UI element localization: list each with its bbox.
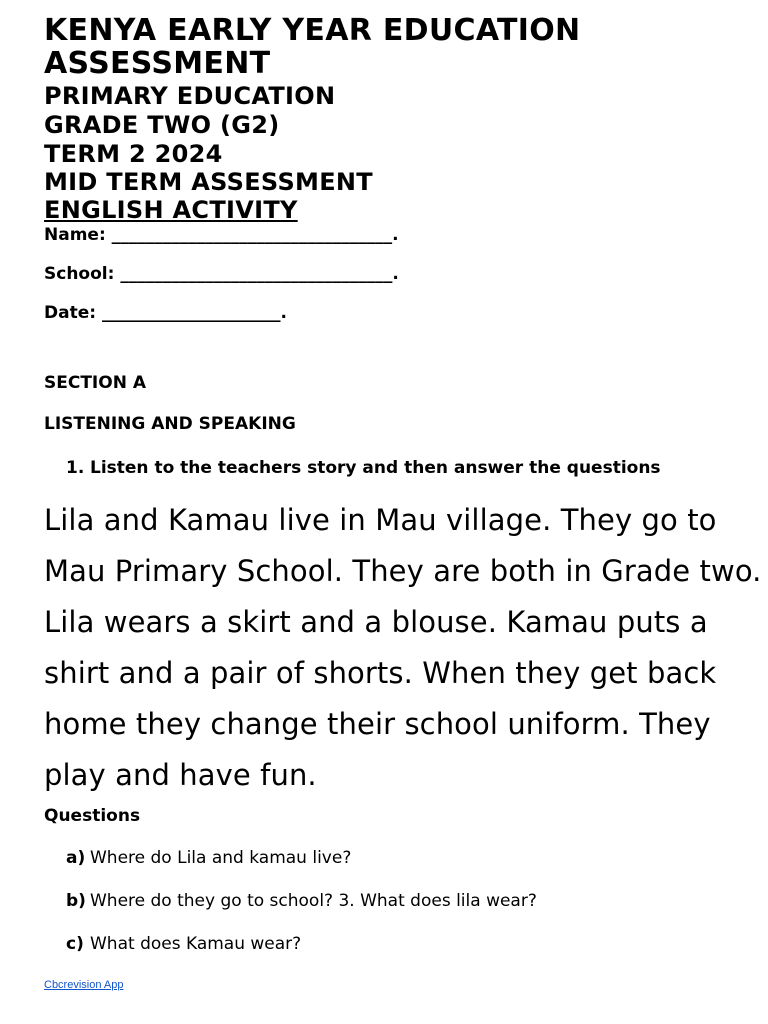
question-item [66, 890, 537, 912]
education-level: PRIMARY EDUCATION [44, 82, 336, 110]
question-text: Where do they go to school? 3. What does lila wear? [90, 891, 537, 911]
question-label: b) [66, 891, 86, 911]
date-field[interactable]: Date: _____________________. [44, 303, 287, 323]
grade-heading: GRADE TWO (G2) [44, 111, 280, 139]
assessment-heading: MID TERM ASSESSMENT [44, 168, 373, 196]
question-item [66, 847, 351, 869]
document-title: KENYA EARLY YEAR EDUCATION ASSESSMENT [44, 13, 581, 81]
question-item [66, 933, 301, 955]
name-field[interactable]: Name: _________________________________. [44, 225, 399, 245]
instruction-number: 1. [66, 458, 85, 478]
question-label: a) [66, 848, 86, 868]
term-heading: TERM 2 2024 [44, 140, 223, 168]
section-subtitle: LISTENING AND SPEAKING [44, 414, 296, 434]
instruction-text: Listen to the teachers story and then answer the questions [90, 458, 661, 478]
school-field[interactable]: School: ________________________________. [44, 264, 399, 284]
subject-heading: ENGLISH ACTIVITY [44, 196, 298, 224]
instruction [66, 457, 661, 479]
section-title: SECTION A [44, 373, 147, 393]
question-label: c) [66, 934, 84, 954]
question-text: What does Kamau wear? [90, 934, 302, 954]
story-passage: Lila and Kamau live in Mau village. They go to Mau Primary School. They are both in Grade two. Lila wears a skirt and a blouse. Kamau puts a shirt and a pair of shorts. When they get back home they change their school uniform. They play and have fun. [44, 503, 762, 792]
cbcrevision-app-link[interactable]: Cbcrevision App [44, 979, 124, 991]
question-text: Where do Lila and kamau live? [90, 848, 352, 868]
questions-heading: Questions [44, 806, 141, 826]
